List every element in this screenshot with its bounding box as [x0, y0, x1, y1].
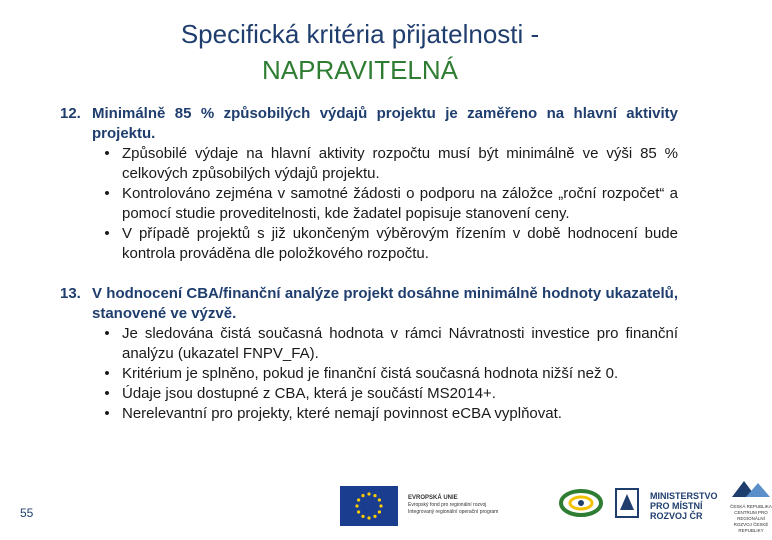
criterion-number: 13.	[60, 285, 81, 302]
criterion-bullets	[92, 144, 678, 264]
slide-title	[0, 16, 720, 88]
criterion-bullets	[92, 324, 678, 424]
bullet-text: Nerelevantní pro projekty, které nemají povinnost eCBA vyplňovat.	[122, 405, 562, 422]
crr-logo	[730, 477, 772, 534]
bullet-text: Způsobilé výdaje na hlavní aktivity rozpočtu musí být minimálně ve výši 85 % celkových způsobilých výdajů projektu.	[122, 145, 678, 182]
bullet-dot-icon: •	[104, 145, 110, 162]
irop-logo-icon	[558, 486, 604, 525]
ministry-line2: PRO MÍSTNÍ	[650, 500, 703, 511]
crr-caption: ČESKÁ REPUBLIKA CENTRUM PRO REGIONÁLNÍ ROZVOJ ČESKÉ REPUBLIKY	[730, 504, 772, 533]
eu-caption	[408, 495, 548, 516]
criterion-item	[60, 104, 678, 264]
bullet-dot-icon: •	[104, 225, 110, 242]
slide-title-line2: NAPRAVITELNÁ	[261, 55, 458, 85]
bullet-text: Kontrolováno zejména v samotné žádosti o podporu na záložce „roční rozpočet“ a pomocí studie proveditelnosti, kde žadatel popisuje stanovení ceny.	[122, 185, 678, 222]
bullet-dot-icon: •	[104, 325, 110, 342]
bullet-dot-icon: •	[104, 365, 110, 382]
footer	[0, 480, 772, 540]
criteria-list	[60, 104, 678, 444]
bullet-text: Kritérium je splněno, pokud je finanční čistá současná hodnota nižší než 0.	[122, 365, 619, 382]
criterion-item	[60, 284, 678, 424]
logo-strip	[340, 477, 772, 534]
criterion-heading: V hodnocení CBA/finanční analýze projekt dosáhne minimálně hodnoty ukazatelů, stanovené ve výzvě.	[92, 285, 678, 322]
bullet-item	[92, 224, 678, 264]
bullet-text: Údaje jsou dostupné z CBA, která je součástí MS2014+.	[122, 385, 496, 402]
bullet-dot-icon: •	[104, 405, 110, 422]
bullet-item	[92, 144, 678, 184]
eu-fund-name: Evropský fond pro regionální rozvoj	[408, 502, 487, 508]
eu-program-name: Integrovaný regionální operační program	[408, 509, 499, 515]
criterion-number: 12.	[60, 105, 81, 122]
eu-flag-icon	[340, 486, 398, 526]
page-number: 55	[20, 506, 34, 520]
ministry-name	[650, 491, 720, 521]
ministry-logo-icon	[614, 486, 640, 525]
slide-title-line1: Specifická kritéria přijatelnosti -	[180, 19, 540, 49]
ministry-line1: MINISTERSTVO	[650, 490, 718, 501]
bullet-dot-icon: •	[104, 385, 110, 402]
bullet-text: V případě projektů s již ukončeným výběrovým řízením v době hodnocení bude kontrola prováděna dle položkového rozpočtu.	[122, 225, 678, 262]
crr-logo-icon	[730, 477, 772, 504]
ministry-line3: ROZVOJ ČR	[650, 510, 703, 521]
eu-title: EVROPSKÁ UNIE	[408, 495, 458, 501]
bullet-item	[92, 184, 678, 224]
bullet-item	[92, 384, 678, 404]
bullet-dot-icon: •	[104, 185, 110, 202]
criterion-heading: Minimálně 85 % způsobilých výdajů projektu je zaměřeno na hlavní aktivity projektu.	[92, 105, 678, 142]
bullet-item	[92, 404, 678, 424]
bullet-item	[92, 364, 678, 384]
bullet-text: Je sledována čistá současná hodnota v rámci Návratnosti investice pro finanční analýzu (ukazatel FNPV_FA).	[122, 325, 678, 362]
bullet-item	[92, 324, 678, 364]
